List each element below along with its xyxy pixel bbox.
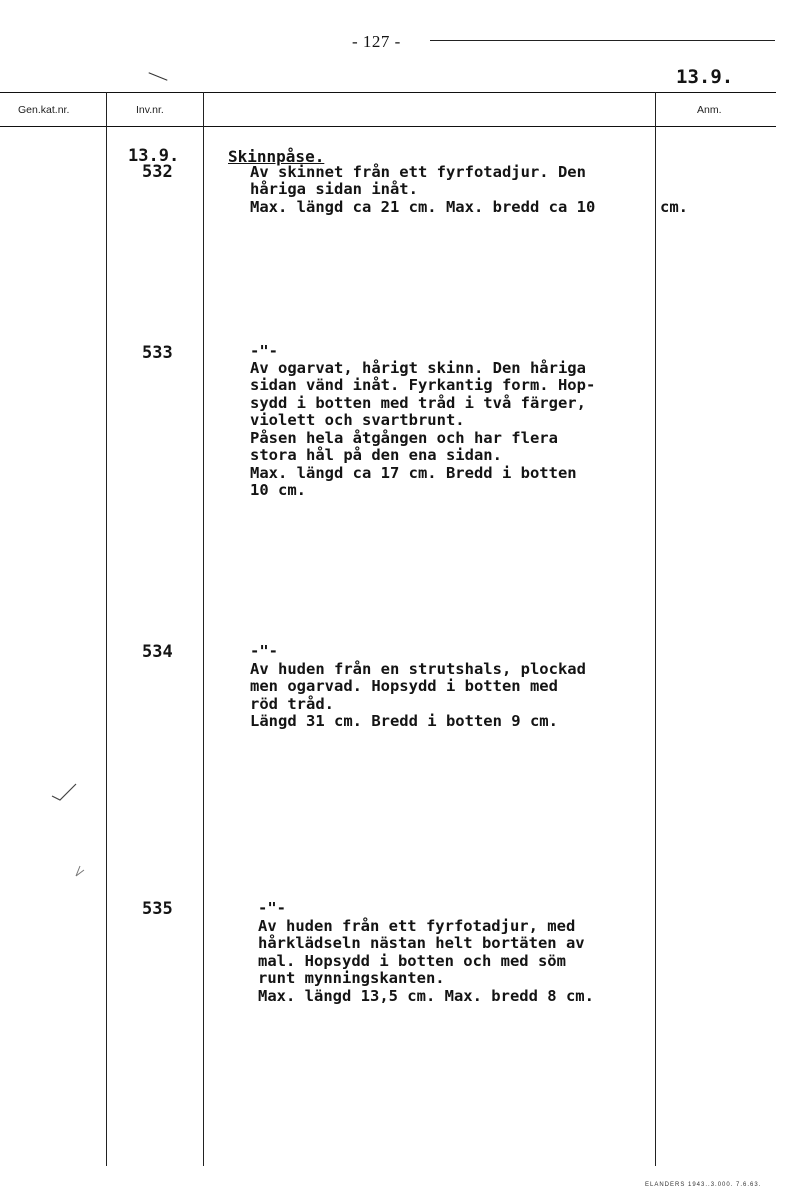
entry-inv-number: 535 (142, 899, 173, 919)
pencil-check-marks (46, 770, 86, 900)
entry-line: Av ogarvat, hårigt skinn. Den håriga (250, 359, 586, 377)
entry-line: violett och svartbrunt. (250, 411, 465, 429)
corner-reference: 13.9. (676, 66, 734, 88)
entry-line: Max. längd 13,5 cm. Max. bredd 8 cm. (258, 987, 594, 1005)
entry-line: Max. längd ca 17 cm. Bredd i botten (250, 464, 577, 482)
column-header-anm: Anm. (697, 104, 722, 116)
header-bottom-rule (0, 126, 776, 127)
printer-imprint: ELANDERS 1943..3.000. 7.6.63. (645, 1182, 762, 1188)
ditto-mark: -"- (250, 342, 278, 360)
column-divider-2 (203, 92, 204, 1166)
entry-group-number: 13.9. (128, 146, 180, 166)
entry-line: hårklädseln nästan helt bortäten av (258, 934, 585, 952)
margin-note: cm. (660, 198, 688, 216)
entry-line: stora hål på den ena sidan. (250, 446, 502, 464)
column-divider-1 (106, 92, 107, 1166)
column-header-inv: Inv.nr. (136, 104, 164, 116)
entry-line: sydd i botten med tråd i två färger, (250, 394, 586, 412)
entry-line: röd tråd. (250, 695, 334, 713)
entry-title: Skinnpåse. (228, 147, 325, 166)
entry-line: Längd 31 cm. Bredd i botten 9 cm. (250, 712, 558, 730)
entry-line: Max. längd ca 21 cm. Max. bredd ca 10 (250, 198, 596, 216)
header-top-rule (0, 92, 776, 93)
entry-inv-number: 534 (142, 642, 173, 662)
entry-line: Av skinnet från ett fyrfotadjur. Den (250, 163, 586, 181)
entry-line: Påsen hela åtgången och har flera (250, 429, 558, 447)
entry-line: runt mynningskanten. (258, 969, 445, 987)
entry-inv-number: 532 (142, 162, 173, 182)
entry-line: håriga sidan inåt. (250, 180, 418, 198)
entry-line: mal. Hopsydd i botten och med söm (258, 952, 566, 970)
ditto-mark: -"- (258, 899, 286, 917)
entry-line: Av huden från en strutshals, plockad (250, 660, 586, 678)
entry-line: sidan vänd inåt. Fyrkantig form. Hop- (250, 376, 596, 394)
top-rule (430, 40, 775, 41)
pencil-tick-mark (149, 72, 168, 80)
ditto-mark: -"- (250, 642, 278, 660)
entry-line: 10 cm. (250, 481, 306, 499)
column-divider-3 (655, 92, 656, 1166)
column-header-gen-kat: Gen.kat.nr. (18, 104, 70, 116)
entry-line: men ogarvad. Hopsydd i botten med (250, 677, 558, 695)
entry-inv-number: 533 (142, 343, 173, 363)
entry-line: Av huden från ett fyrfotadjur, med (258, 917, 576, 935)
page-number: - 127 - (352, 32, 401, 51)
